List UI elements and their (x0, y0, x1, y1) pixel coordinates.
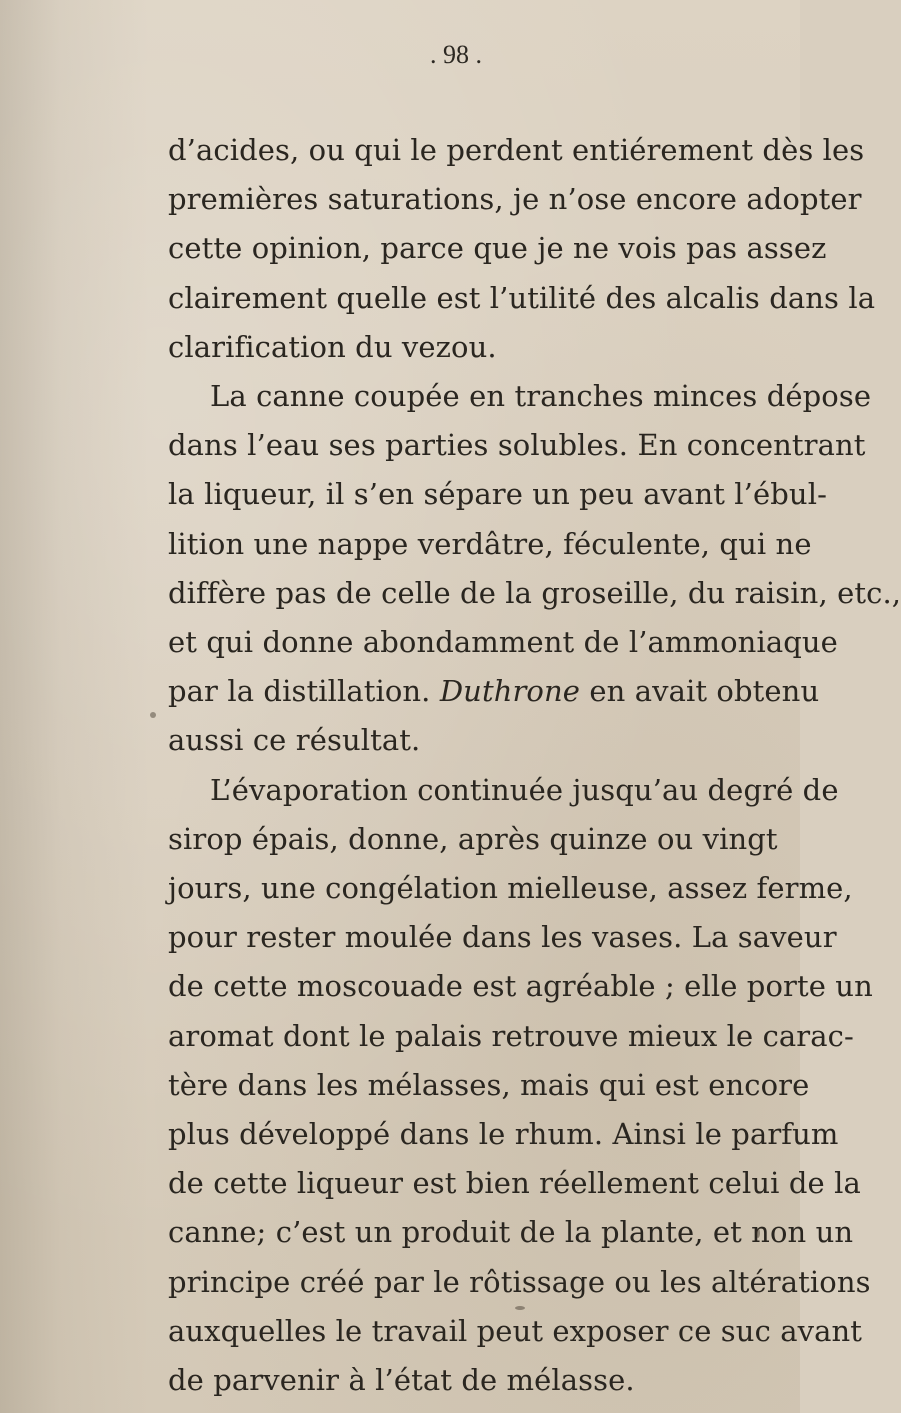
page-number: . 98 . (430, 40, 482, 69)
text-line: aussi ce résultat. (168, 723, 421, 758)
text-line: de cette moscouade est agréable ; elle porte un (168, 969, 873, 1004)
text-line: tère dans les mélasses, mais qui est encore (168, 1067, 810, 1102)
text-line: cette opinion, parce que je ne vois pas assez (168, 231, 827, 266)
text-line: auxquelles le travail peut exposer ce suc avant (168, 1313, 863, 1348)
text-line: aromat dont le palais retrouve mieux le carac- (168, 1018, 854, 1053)
paragraph-2 (168, 372, 901, 766)
paragraph-3 (168, 766, 873, 1406)
text-line: clarification du vezou. (168, 329, 497, 364)
margin-shade (0, 0, 150, 1413)
ink-speck (150, 712, 156, 718)
text-fragment: en avait obtenu (580, 674, 820, 709)
text-line: diffère pas de celle de la groseille, du raisin, etc., (168, 575, 901, 610)
text-line: dans l’eau ses parties solubles. En concentrant (168, 428, 866, 463)
text-line: lition une nappe verdâtre, féculente, qui ne (168, 526, 812, 561)
text-line: canne; c’est un produit de la plante, et non un (168, 1215, 854, 1250)
text-line: de parvenir à l’état de mélasse. (168, 1363, 635, 1398)
author-name: Duthrone (439, 674, 581, 709)
ink-speck (756, 1228, 760, 1238)
text-line: clairement quelle est l’utilité des alcalis dans la (168, 280, 876, 315)
body-text (168, 126, 901, 1405)
text-line: de cette liqueur est bien réellement celui de la (168, 1166, 861, 1201)
text-line: principe créé par le rôtissage ou les altérations (168, 1264, 871, 1299)
text-line: et qui donne abondamment de l’ammoniaque (168, 625, 838, 660)
text-line: pour rester moulée dans les vases. La saveur (168, 920, 837, 955)
text-line: la liqueur, il s’en sépare un peu avant l’ébul- (168, 477, 827, 512)
ink-speck (515, 1306, 525, 1310)
text-line: La canne coupée en tranches minces dépose (210, 379, 872, 414)
text-line-with-name (168, 667, 820, 716)
text-line: plus développé dans le rhum. Ainsi le parfum (168, 1117, 839, 1152)
text-fragment: par la distillation. (168, 674, 440, 709)
text-line: premières saturations, je n’ose encore adopter (168, 182, 862, 217)
text-line: d’acides, ou qui le perdent entiérement dès les (168, 133, 865, 167)
text-line: L’évaporation continuée jusqu’au degré de (210, 772, 839, 807)
text-line: sirop épais, donne, après quinze ou vingt (168, 821, 778, 856)
text-line: jours, une congélation mielleuse, assez ferme, (168, 871, 853, 906)
paragraph-1 (168, 126, 876, 372)
